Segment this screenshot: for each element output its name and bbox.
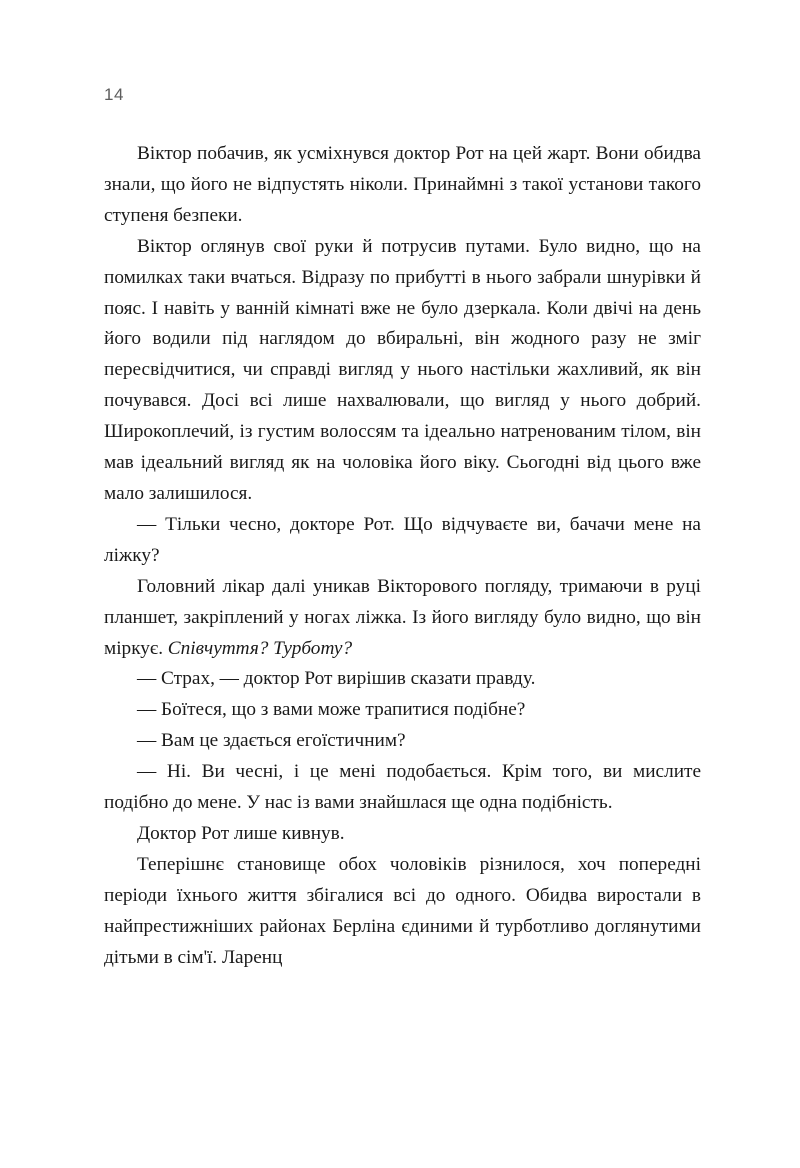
paragraph: Віктор оглянув свої руки й потрусив путами. Було видно, що на помилках таки вчаться. Відразу по прибутті в нього забрали шнурівки й пояс. І навіть у ванній кімнаті вже не було дзеркала. Коли двічі на день його водили під наглядом до вбиральні, він жодного разу не зміг пересвідчитися, чи справді вигляд у нього настільки жахливий, як він почувався. Досі всі лише нахвалювали, що вигляд у нього добрий. Широкоплечий, із густим волоссям та ідеально натренованим тілом, він мав ідеальний вигляд як на чоловіка його віку. Сьогодні від цього вже мало залишилося. bbox=[104, 235, 701, 504]
dialogue-paragraph: — Страх, — доктор Рот вирішив сказати правду. bbox=[137, 668, 536, 690]
paragraph-text-before: Головний лікар далі уникав Вікторового погляду, тримаючи в руці планшет, закріплений у ногах ліжка. Із його вигляду було видно, що він міркує. bbox=[104, 575, 701, 659]
dialogue-paragraph: — Боїтеся, що з вами може трапитися подібне? bbox=[137, 699, 526, 721]
page-number: 14 bbox=[104, 85, 124, 104]
body-text-block bbox=[104, 139, 701, 973]
dialogue-paragraph: — Вам це здається егоїстичним? bbox=[137, 730, 406, 752]
paragraph: Теперішнє становище обох чоловіків різнилося, хоч попередні періоди їхнього життя збігалися всі до одного. Обидва виростали в найпрестижніших районах Берліна єдиними й турботливо доглянутими дітьми в сім'ї. Ларенц bbox=[104, 853, 701, 968]
paragraph-with-italic bbox=[104, 572, 701, 665]
dialogue-paragraph: — Ні. Ви чесні, і це мені подобається. Крім того, ви мислите подібно до мене. У нас із вами знайшлася ще одна подібність. bbox=[104, 761, 701, 814]
italic-emphasis: Співчуття? Турботу? bbox=[167, 637, 353, 659]
dialogue-paragraph: — Тільки чесно, докторе Рот. Що відчуваєте ви, бачачи мене на ліжку? bbox=[104, 513, 701, 566]
paragraph: Доктор Рот лише кивнув. bbox=[137, 822, 345, 844]
paragraph: Віктор побачив, як усміхнувся доктор Рот на цей жарт. Вони обидва знали, що його не відпустять ніколи. Принаймні з такої установи такого ступеня безпеки. bbox=[104, 143, 701, 226]
